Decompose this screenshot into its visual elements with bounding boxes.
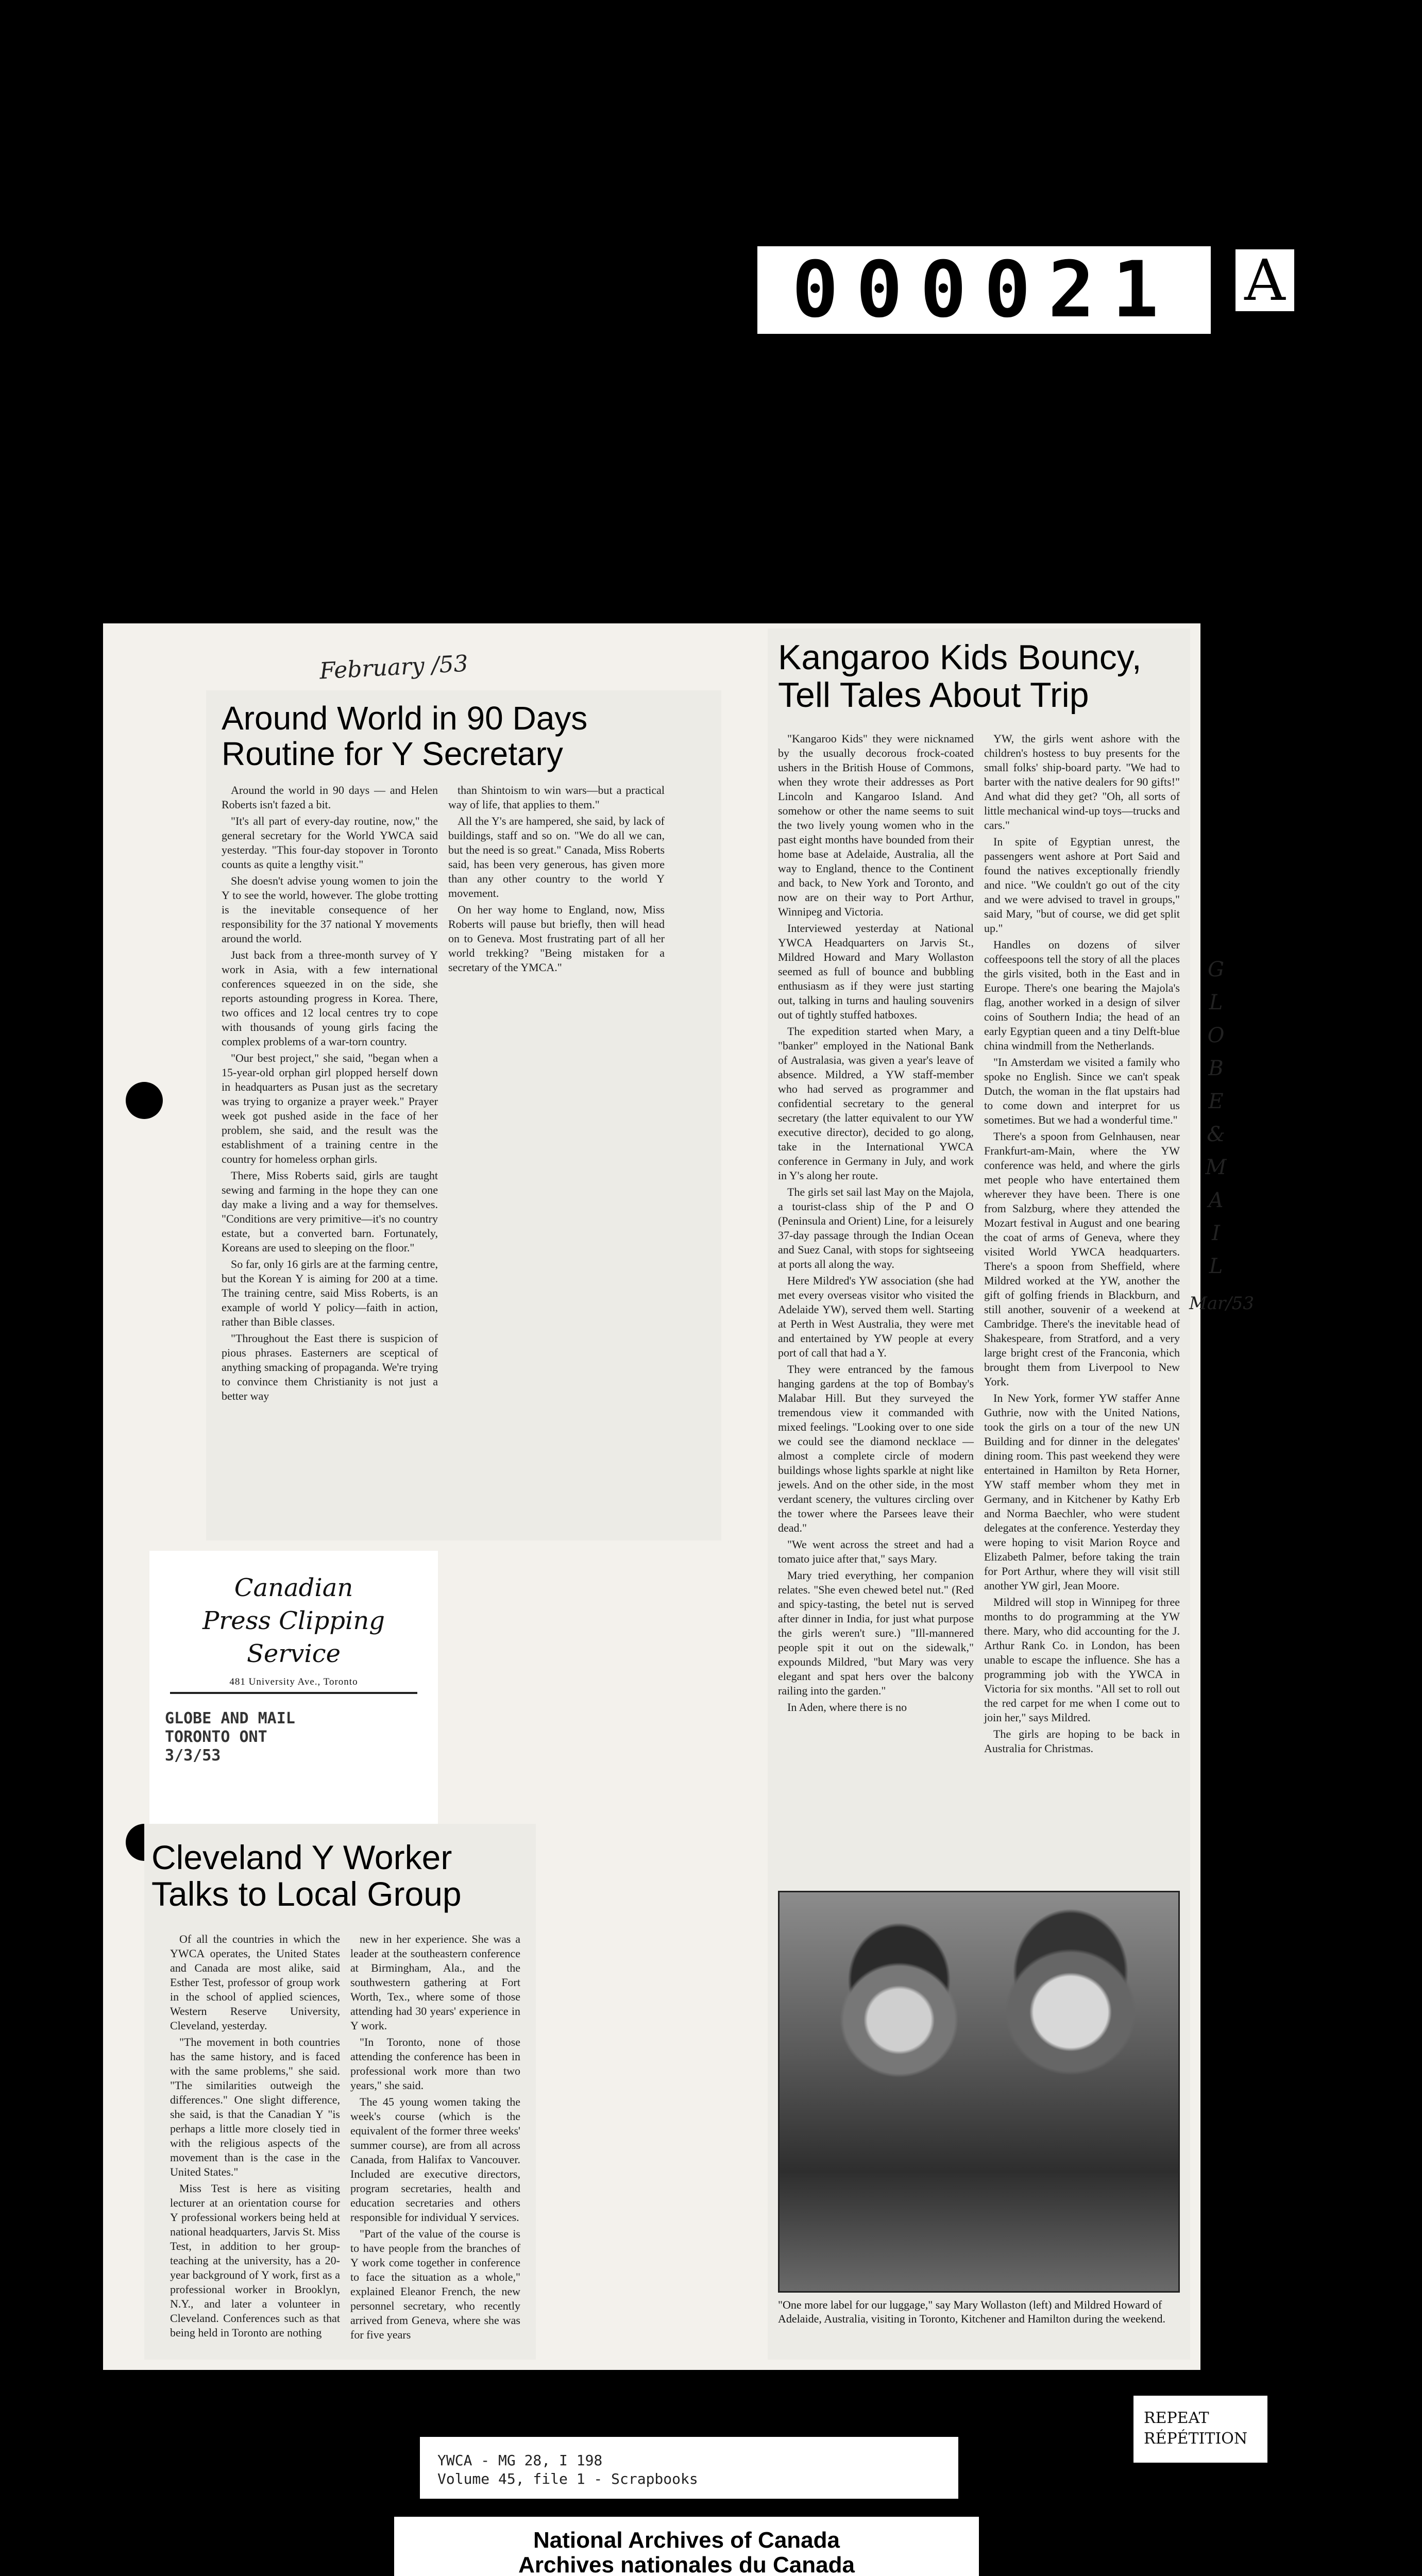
paragraph: Of all the countries in which the YWCA operates, the United States and Canada are most alike, said Esther Test, professor of group work in the school of applied sciences, Western Reserve University, Cleveland, yesterday. <box>170 1933 340 2032</box>
clipping-service-card <box>149 1551 438 1850</box>
margin-letter: I <box>1212 1222 1220 1245</box>
paragraph: "Part of the value of the course is to have people from the branches of Y work come together in conference to face the situation as a whole," explained Eleanor French, the new personnel secretary, who recently arrived from Geneva, where she was for five years <box>350 2227 520 2341</box>
clipping-service-line2: Press Clipping <box>202 1606 385 1635</box>
margin-letter: & <box>1207 1123 1225 1146</box>
paragraph: The girls are hoping to be back in Australia for Christmas. <box>984 1727 1180 1755</box>
paragraph: "We went across the street and had a tomato juice after that," says Mary. <box>778 1538 974 1565</box>
paragraph: There, Miss Roberts said, girls are taught sewing and farming in the hope they can one day make a living and a way for themselves. "Conditions are very primitive—it's no country estate, but a converted barn. Fortunately, Koreans are used to sleeping on the floor." <box>222 1169 438 1254</box>
margin-letter: B <box>1208 1057 1224 1080</box>
paragraph: In New York, former YW staffer Anne Guthrie, now with the United Nations, took the girls on a tour of the new UN Building and for dinner in the delegates' dining room. This past weekend they were entertained in Hamilton by Reta Horner, YW staff member whom they met in Germany, and in Kitchener by Kathy Erb and Norma Baechler, who were student delegates at the conference. Yesterday they were hoping to visit Marion Royce and Elizabeth Palmer, before taking the train for Port Arthur, where they will visit still another YW girl, Jean Moore. <box>984 1392 1180 1592</box>
stamp-city: TORONTO ONT <box>165 1728 267 1746</box>
margin-letter: G <box>1208 958 1224 981</box>
paragraph: Mildred will stop in Winnipeg for three months to do programming at the YW there. Mary, who did accounting for the J. Arthur Rank Co. in London, has been unable to escape the influence. She has a programming job with the YWCA in Victoria for six months. "All set to roll out the red carpet for me when I come out to join her," says Mildred. <box>984 1596 1180 1724</box>
article-around-world-col2 <box>448 783 665 1113</box>
paragraph: Mary tried everything, her companion relates. "She even chewed betel nut." (Red and spicy-tasting, the betel nut is served after dinner in India, for just what purpose the girls weren't sure.) "Ill-mannered people spit it out on the sidewalk," expounds Mildred, "but Mary was very elegant and spat hers over the balcony railing into the garden." <box>778 1569 974 1697</box>
reference-line-2: Volume 45, file 1 - Scrapbooks <box>437 2470 698 2487</box>
margin-letter: E <box>1208 1090 1224 1113</box>
paragraph: All the Y's are hampered, she said, by lack of buildings, staff and so on. "We do all we can, but the need is so great." Canada, Miss Roberts said, has been very generous, has given more than any other country to the world Y movement. <box>448 815 665 900</box>
headline-line-1: Kangaroo Kids Bouncy, <box>778 638 1142 677</box>
paragraph: "Kangaroo Kids" they were nicknamed by the usually decorous frock-coated ushers in the British House of Commons, when they wrote their addresses as Port Lincoln and Kangaroo Island. And somehow or other the name seems to suit the two lively young women who in the past eight months have bounded from their home base at Adelaide, Australia, all the way to England, thence to the Continent and back, to New York and Toronto, and now are on their way to Port Arthur, Winnipeg and Victoria. <box>778 732 974 918</box>
paragraph: The 45 young women taking the week's course (which is the equivalent of the former three weeks' summer course), are from all across Canada, from Halifax to Vancouver. Included are executive directors, program secretaries, health and education secretaries and others responsible for individual Y services. <box>350 2095 520 2224</box>
paragraph: Interviewed yesterday at National YWCA Headquarters on Jarvis St., Mildred Howard and Mary Wollaston seemed as full of bounce and bubbling enthusiasm as if they were just starting out, talking in turns and hauling souvenirs out of tightly stuffed hatboxes. <box>778 922 974 1021</box>
stamp-date: 3/3/53 <box>165 1747 221 1765</box>
article-cleveland-col2 <box>350 1932 520 2354</box>
frame-counter: 000021 <box>757 246 1211 334</box>
clipping-service-line3: Service <box>247 1639 341 1668</box>
article-kangaroo-col2 <box>984 732 1180 1865</box>
headline-line-2: Tell Tales About Trip <box>778 675 1089 715</box>
handwritten-date: February /53 <box>318 650 469 685</box>
paragraph: than Shintoism to win wars—but a practical way of life, that applies to them." <box>448 784 665 811</box>
archive-reference-label <box>420 2437 958 2499</box>
headline-line-2: Talks to Local Group <box>151 1875 462 1913</box>
article-cleveland <box>144 1824 536 2360</box>
paragraph: The expedition started when Mary, a "banker" employed in the National Bank of Australasia, was given a year's leave of absence. Mildred, a YW staff-member who had served as programmer and confidential secretary to the general secretary (the latter equivalent to our YW executive director), decided to go along, take in the International YWCA conference in Germany in July, and work in Y's along her route. <box>778 1025 974 1182</box>
punch-hole-top <box>126 1082 163 1119</box>
handwritten-margin-date: Mar/53 <box>1189 1293 1255 1314</box>
photo-two-women <box>778 1891 1180 2293</box>
article-kangaroo-headline <box>778 639 1185 715</box>
paragraph: There's a spoon from Gelnhausen, near Frankfurt-am-Main, where the YW conference was held, and where the girls met people who have entertained them wherever they have been. There is one from Salzburg, where they attended the Mozart festival in August and one bearing the coat of arms of Geneva, where they visited World YWCA headquarters. There's a spoon from Sheffield, where Mildred worked at the YW, another the gift of golfing friends in Blackburn, and still another, souvenir of a weekend at Cambridge. There's the inevitable head of Shakespeare, from Stratford, and a very large bright crest of the Franconia, which brought them from Liverpool to New York. <box>984 1130 1180 1388</box>
photo-caption: "One more label for our luggage," say Mary Wollaston (left) and Mildred Howard of Adelaide, Australia, visiting in Toronto, Kitchener and Hamilton during the weekend. <box>778 2298 1165 2325</box>
clipping-service-line1: Canadian <box>234 1573 353 1602</box>
article-around-world-headline <box>222 701 716 772</box>
paragraph: They were entranced by the famous hanging gardens at the top of Bombay's Malabar Hill. But they surveyed the tremendous view it commanded with mixed feelings. "Looking over to one side we could see the diamond necklace — almost a complete circle of modern buildings whose lights sparkle at night like jewels. And on the other side, in the most verdant scenery, the vultures circling over the tower where the Parsees leave their dead." <box>778 1363 974 1534</box>
paragraph: Around the world in 90 days — and Helen Roberts isn't fazed a bit. <box>222 784 438 811</box>
paragraph: YW, the girls went ashore with the children's hostess to buy presents for the small folks' ship-board party. "We had to barter with the native dealers for 90 gifts!" And what did they get? "Oh, all sorts of little mechanical wind-up toys—trucks and cars." <box>984 732 1180 832</box>
margin-letter: A <box>1208 1189 1224 1212</box>
headline-line-2: Routine for Y Secretary <box>222 735 563 773</box>
repeat-label <box>1133 2396 1267 2463</box>
paragraph: Just back from a three-month survey of Y work in Asia, with a few international conferences squeezed in on the side, she reports astounding progress in Korea. There, two offices and 12 local centres try to cope with thousands of young girls facing the complex problems of a war-torn country. <box>222 948 438 1048</box>
repeat-text: REPEAT <box>1144 2409 1209 2427</box>
paragraph: new in her experience. She was a leader at the southeastern conference at Birmingham, Ala., and the southwestern gathering at Fort Worth, Tex., where some of those attending had 30 years' experience in Y work. <box>350 1933 520 2032</box>
margin-letter: M <box>1205 1156 1227 1179</box>
article-kangaroo-col1 <box>778 732 974 1865</box>
headline-line-1: Around World in 90 Days <box>222 700 588 737</box>
margin-letter: L <box>1209 1255 1223 1278</box>
article-cleveland-headline <box>151 1839 533 1913</box>
paragraph: So far, only 16 girls are at the farming centre, but the Korean Y is aiming for 200 at a time. The training centre, said Miss Roberts, is an example of world Y policy—faith in action, rather than Bible classes. <box>222 1258 438 1328</box>
reference-line-1: YWCA - MG 28, I 198 <box>437 2452 603 2469</box>
headline-line-1: Cleveland Y Worker <box>151 1838 452 1876</box>
paragraph: She doesn't advise young women to join the Y to see the world, however. The globe trotting is the inevitable consequence of her responsibility for the 37 national Y movements around the world. <box>222 874 438 945</box>
repetition-text: RÉPÉTITION <box>1144 2430 1248 2448</box>
paragraph: "In Amsterdam we visited a family who spoke no English. Since we can't speak Dutch, the woman in the flat upstairs had to come down and interpret for us sometimes. But we had a wonderful time." <box>984 1056 1180 1126</box>
article-around-world-col1 <box>222 783 438 1535</box>
archives-banner <box>394 2517 979 2576</box>
article-around-world <box>206 690 721 1540</box>
margin-letter: O <box>1207 1024 1225 1047</box>
handwritten-margin-note <box>1188 953 1244 1283</box>
paragraph: In Aden, where there is no <box>787 1701 907 1714</box>
paragraph: On her way home to England, now, Miss Roberts will pause but briefly, then will head on to Geneva. Most frustrating part of all her world trekking? "Being mistaken for a secretary of the YMCA." <box>448 903 665 974</box>
paragraph: Miss Test is here as visiting lecturer at an orientation course for Y professional workers being held at national headquarters, Jarvis St. Miss Test, in addition to her group-teaching at the university, has a 20-year background of Y work, first as a professional worker in Brooklyn, N.Y., and later a volunteer in Cleveland. Conferences such as that being held in Toronto are nothing <box>170 2182 340 2339</box>
paragraph: "Throughout the East there is suspicion of pious phrases. Easterners are sceptical of anything smacking of propaganda. We're trying to convince them Christianity is not just a better way <box>222 1332 438 1402</box>
clipping-service-address: 481 University Ave., Toronto <box>229 1676 358 1687</box>
divider <box>170 1692 417 1694</box>
paragraph: "It's all part of every-day routine, now," the general secretary for the World YWCA said yesterday. "This four-day stopover in Toronto counts as quite a lengthy visit." <box>222 815 438 871</box>
archives-name-fr: Archives nationales du Canada <box>518 2552 855 2576</box>
paragraph: Here Mildred's YW association (she had met every overseas visitor who visited the Adelaide YW), served them well. Starting at Perth in West Australia, they were met and entertained by YW people at every port of call that had a Y. <box>778 1274 974 1359</box>
paragraph: "The movement in both countries has the same history, and is faced with the same problems," she said. "The similarities outweigh the differences." One slight difference, she said, is that the Canadian Y "is perhaps a little more closely tied in with the religious aspects of the movement than is the case in the United States." <box>170 2036 340 2178</box>
article-cleveland-col1 <box>170 1932 340 2354</box>
paragraph: In spite of Egyptian unrest, the passengers went ashore at Port Said and found the natives exceptionally friendly and nice. "We couldn't go out of the city and we were advised to travel in groups," said Mary, "but of course, we did get split up." <box>984 835 1180 935</box>
scrapbook-page <box>103 623 1255 2370</box>
article-kangaroo-kids <box>768 629 1190 2360</box>
frame-letter: A <box>1232 246 1297 314</box>
paragraph: "Our best project," she said, "began when a 15-year-old orphan girl plopped herself down in headquarters as Pusan just as the secretary was trying to organize a prayer week." Prayer week got pushed aside in the face of her problem, she said, and the result was the establishment of a training centre in the country for homeless orphan girls. <box>222 1052 438 1165</box>
paragraph: Handles on dozens of silver coffeespoons tell the story of all the places the girls visited, both in the East and in Europe. There's one bearing the Majola's flag, another worked in a design of silver coins of Southern India; the head of an early Egyptian queen and a tiny Delft-blue china windmill from the Netherlands. <box>984 938 1180 1052</box>
stamp-publication: GLOBE AND MAIL <box>165 1709 295 1727</box>
archives-name-en: National Archives of Canada <box>533 2528 840 2553</box>
paragraph: "In Toronto, none of those attending the conference has been in professional work more than two years," she said. <box>350 2036 520 2092</box>
margin-letter: L <box>1209 991 1223 1014</box>
paragraph: The girls set sail last May on the Majola, a tourist-class ship of the P and O (Peninsula and Orient) Line, for a leisurely 37-day passage through the Indian Ocean and Suez Canal, with stops for sightseeing at ports all along the way. <box>778 1185 974 1270</box>
